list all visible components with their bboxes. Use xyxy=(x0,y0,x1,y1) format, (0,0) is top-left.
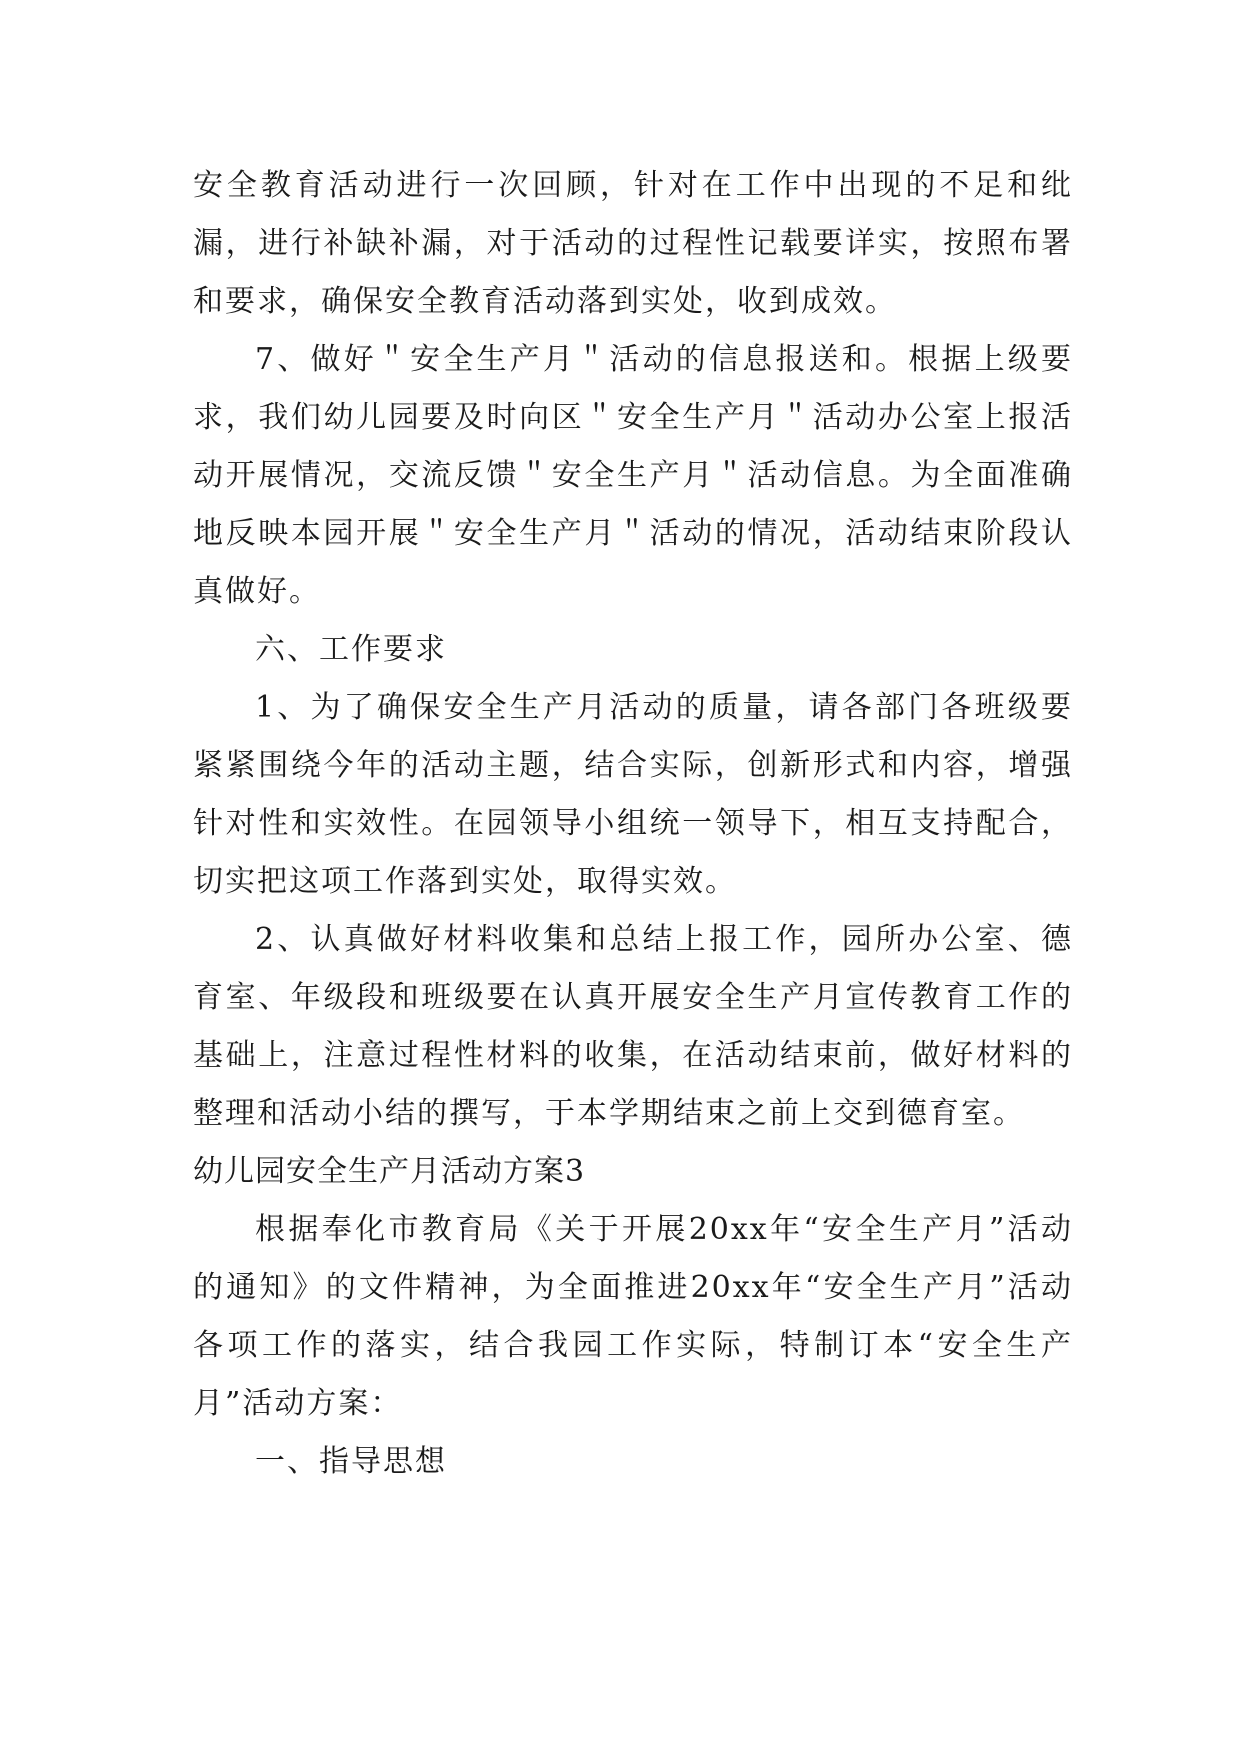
paragraph-requirement-1: 1、为了确保安全生产月活动的质量，请各部门各班级要紧紧围绕今年的活动主题，结合实际，创新形式和内容，增强针对性和实效性。在园领导小组统一领导下，相互支持配合，切实把这项工作落到实处，取得实效。 xyxy=(193,690,1073,899)
paragraph-requirement-2: 2、认真做好材料收集和总结上报工作，园所办公室、德育室、年级段和班级要在认真开展安全生产月宣传教育工作的基础上，注意过程性材料的收集，在活动结束前，做好材料的整理和活动小结的撰写，于本学期结束之前上交到德育室。 xyxy=(193,922,1073,1131)
document-body xyxy=(193,157,1073,1491)
paragraph-review: 安全教育活动进行一次回顾，针对在工作中出现的不足和纰漏，进行补缺补漏，对于活动的过程性记载要详实，按照布署和要求，确保安全教育活动落到实处，收到成效。 xyxy=(193,168,1073,319)
document-section-title: 幼儿园安全生产月活动方案3 xyxy=(193,1154,586,1189)
section-heading-guiding-ideology: 一、指导思想 xyxy=(255,1444,447,1479)
paragraph-item-7: 7、做好＂安全生产月＂活动的信息报送和。根据上级要求，我们幼儿园要及时向区＂安全生产月＂活动办公室上报活动开展情况，交流反馈＂安全生产月＂活动信息。为全面准确地反映本园开展＂安全生产月＂活动的情况，活动结束阶段认真做好。 xyxy=(193,342,1073,609)
section-heading-work-requirements: 六、工作要求 xyxy=(255,632,447,667)
paragraph-intro: 根据奉化市教育局《关于开展20xx年“安全生产月”活动的通知》的文件精神，为全面推进20xx年“安全生产月”活动各项工作的落实，结合我园工作实际，特制订本“安全生产月”活动方案： xyxy=(193,1212,1073,1421)
